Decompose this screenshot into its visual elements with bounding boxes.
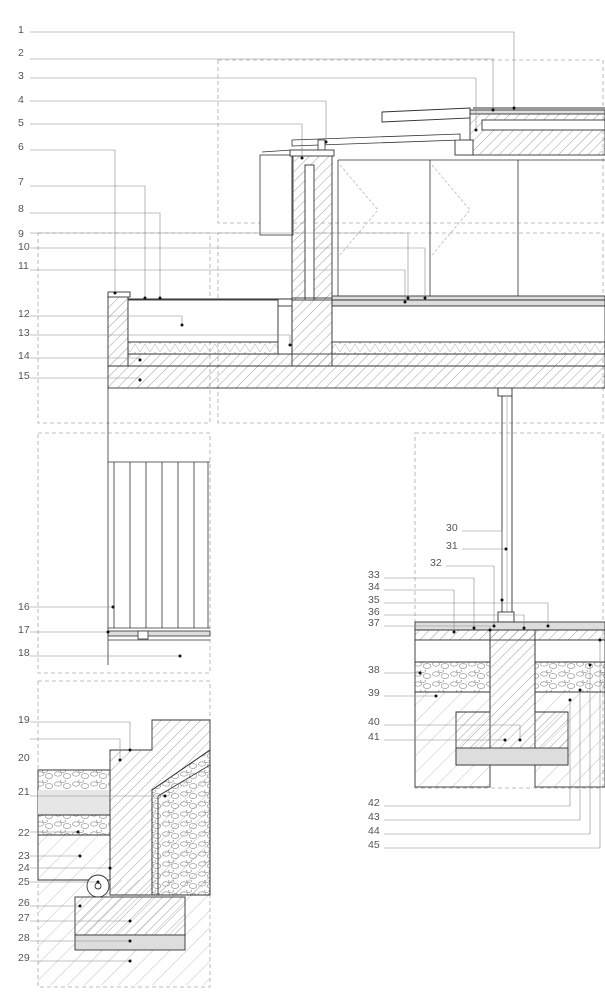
callout-dot-42 xyxy=(569,699,572,702)
left-foundation xyxy=(38,720,210,985)
callout-label-2: 2 xyxy=(18,47,24,59)
callout-dot-2 xyxy=(492,109,495,112)
callout-leader-4 xyxy=(30,101,326,142)
callout-dot-15 xyxy=(139,379,142,382)
callout-label-15: 15 xyxy=(18,370,30,382)
callout-dot-26 xyxy=(79,905,82,908)
callout-dot-22 xyxy=(77,831,80,834)
callout-dot-29 xyxy=(129,960,132,963)
callout-leader-5 xyxy=(30,124,302,158)
callout-dot-32 xyxy=(493,625,496,628)
callout-dot-6 xyxy=(114,292,117,295)
callout-dot-35 xyxy=(547,625,550,628)
callout-label-39: 39 xyxy=(368,687,380,699)
callout-dot-4 xyxy=(325,141,328,144)
callout-label-10: 10 xyxy=(18,241,30,253)
callout-dot-44 xyxy=(589,664,592,667)
callout-label-8: 8 xyxy=(18,203,24,215)
callout-label-34: 34 xyxy=(368,581,380,593)
callout-label-23: 23 xyxy=(18,850,30,862)
callout-leader-30 xyxy=(462,531,502,600)
callout-dot-16 xyxy=(112,606,115,609)
callout-dot-34 xyxy=(453,631,456,634)
callout-leader-9 xyxy=(30,233,408,298)
callout-label-40: 40 xyxy=(368,716,380,728)
callout-label-30: 30 xyxy=(446,522,458,534)
callout-leader-19 xyxy=(30,722,130,750)
callout-label-3: 3 xyxy=(18,70,24,82)
callout-dot-7 xyxy=(144,297,147,300)
callout-dot-38 xyxy=(419,672,422,675)
callout-dot-37 xyxy=(489,629,492,632)
callout-label-19: 19 xyxy=(18,714,30,726)
callout-label-38: 38 xyxy=(368,664,380,676)
callout-dot-21 xyxy=(164,795,167,798)
callout-label-41: 41 xyxy=(368,731,380,743)
railing xyxy=(108,388,210,665)
upper-roof-slab xyxy=(382,108,605,155)
callout-dot-11 xyxy=(404,301,407,304)
callout-dot-14 xyxy=(139,359,142,362)
callout-dot-5 xyxy=(301,157,304,160)
callout-dot-20 xyxy=(119,759,122,762)
callout-leader-2 xyxy=(30,59,493,110)
callout-label-31: 31 xyxy=(446,540,458,552)
callout-dot-25 xyxy=(97,881,100,884)
callout-label-18: 18 xyxy=(18,647,30,659)
callout-label-12: 12 xyxy=(18,308,30,320)
callout-dot-43 xyxy=(579,689,582,692)
callout-dot-12 xyxy=(181,324,184,327)
callout-label-14: 14 xyxy=(18,350,30,362)
callout-label-26: 26 xyxy=(18,897,30,909)
callout-label-32: 32 xyxy=(430,557,442,569)
callout-label-4: 4 xyxy=(18,94,24,106)
callout-dot-1 xyxy=(513,107,516,110)
callout-dot-8 xyxy=(159,297,162,300)
callout-dot-9 xyxy=(407,297,410,300)
callout-label-45: 45 xyxy=(368,839,380,851)
callout-dot-45 xyxy=(599,639,602,642)
callout-label-5: 5 xyxy=(18,117,24,129)
callout-label-24: 24 xyxy=(18,862,30,874)
callout-label-43: 43 xyxy=(368,811,380,823)
callout-label-21: 21 xyxy=(18,786,30,798)
callout-dot-3 xyxy=(475,129,478,132)
callout-dot-17 xyxy=(107,631,110,634)
callout-label-9: 9 xyxy=(18,228,24,240)
callout-dot-40 xyxy=(519,739,522,742)
callout-label-44: 44 xyxy=(368,825,380,837)
callout-leader-6 xyxy=(30,150,115,293)
callout-dot-36 xyxy=(523,627,526,630)
callout-label-33: 33 xyxy=(368,569,380,581)
upper-wall xyxy=(290,150,334,300)
callout-label-35: 35 xyxy=(368,594,380,606)
callout-dot-19 xyxy=(129,749,132,752)
callout-dot-31 xyxy=(505,548,508,551)
callout-leader-8 xyxy=(30,213,160,298)
callout-dot-13 xyxy=(289,344,292,347)
callout-label-29: 29 xyxy=(18,952,30,964)
callout-leader-20 xyxy=(30,739,120,760)
callout-dot-33 xyxy=(473,627,476,630)
callout-label-16: 16 xyxy=(18,601,30,613)
callout-label-6: 6 xyxy=(18,141,24,153)
callout-leader-1 xyxy=(30,32,514,108)
right-foundation xyxy=(415,396,605,787)
callout-leader-3 xyxy=(30,78,476,130)
callout-dot-18 xyxy=(179,655,182,658)
callout-label-7: 7 xyxy=(18,176,24,188)
callout-label-42: 42 xyxy=(368,797,380,809)
callout-label-36: 36 xyxy=(368,606,380,618)
callout-label-22: 22 xyxy=(18,827,30,839)
callout-dot-30 xyxy=(501,599,504,602)
callout-dot-28 xyxy=(129,940,132,943)
callout-label-25: 25 xyxy=(18,876,30,888)
callout-dot-24 xyxy=(109,867,112,870)
callout-dot-27 xyxy=(129,920,132,923)
callout-dot-23 xyxy=(79,855,82,858)
callout-label-27: 27 xyxy=(18,912,30,924)
callout-label-1: 1 xyxy=(18,24,24,36)
callout-label-20: 20 xyxy=(18,752,30,764)
callout-label-11: 11 xyxy=(18,260,29,272)
callout-label-17: 17 xyxy=(18,624,30,636)
callout-dot-39 xyxy=(435,695,438,698)
callout-leader-10 xyxy=(30,248,425,298)
callout-leader-7 xyxy=(30,186,145,298)
callout-dot-41 xyxy=(504,739,507,742)
callout-leader-32 xyxy=(446,566,494,626)
callout-dot-10 xyxy=(424,297,427,300)
callout-label-28: 28 xyxy=(18,932,30,944)
callout-label-13: 13 xyxy=(18,327,30,339)
callout-label-37: 37 xyxy=(368,617,380,629)
